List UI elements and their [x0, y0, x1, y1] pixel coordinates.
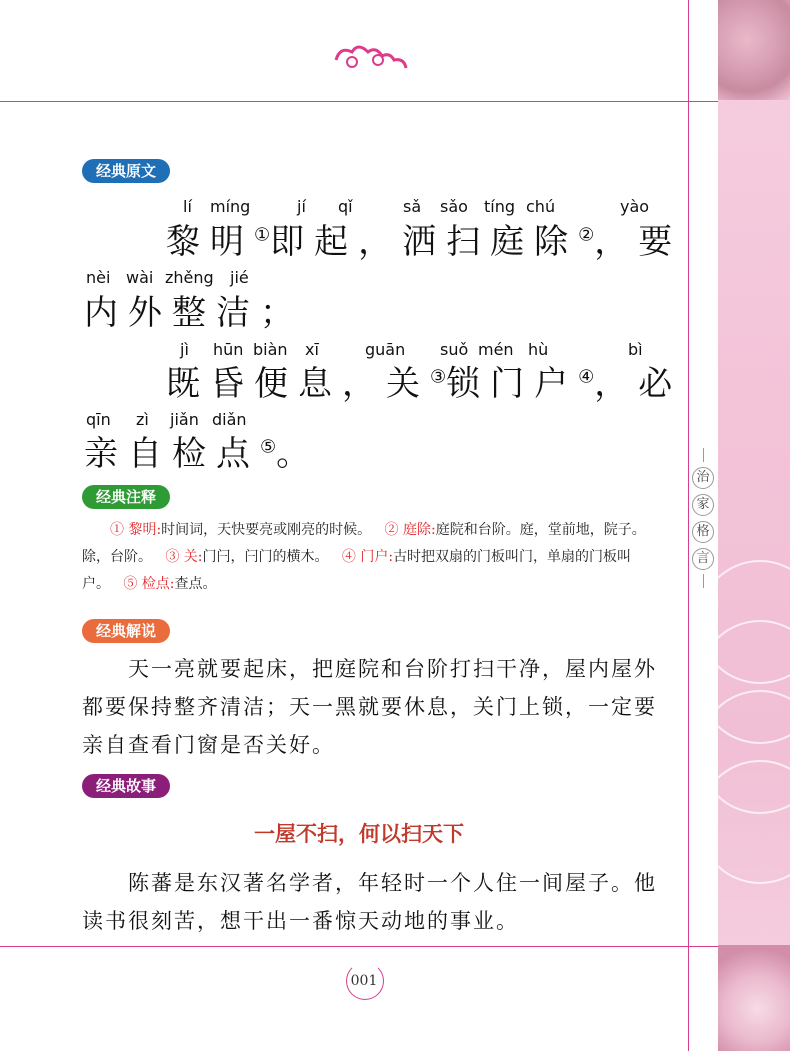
top-rule [0, 101, 718, 102]
original-line-4: 亲自检点⑤。 [84, 434, 321, 474]
flower-top-image [718, 0, 790, 100]
pinyin: hù [528, 340, 549, 359]
bottom-rule [0, 946, 718, 947]
section-label-story: 经典故事 [82, 774, 170, 798]
note-key: ④ 门户: [341, 549, 394, 565]
original-line-3: 既昏便息，关③锁门户④，必 [166, 364, 683, 404]
page-number: 001 [350, 973, 378, 989]
story-title: 一屋不扫，何以扫天下 [254, 821, 464, 846]
pinyin: zì [136, 410, 149, 429]
pinyin: lí [183, 197, 192, 216]
pinyin: diǎn [212, 410, 247, 429]
pinyin: yào [620, 197, 650, 216]
explanation-text: 天一亮就要起床，把庭院和台阶打扫干净，屋内屋外都要保持整齐清洁；天一黑就要休息，关门上锁，一定要亲自查看门窗是否关好。 [82, 657, 657, 757]
pinyin: jié [230, 268, 249, 287]
pinyin: qǐ [338, 197, 353, 216]
pinyin: nèi [86, 268, 111, 287]
section-label-original: 经典原文 [82, 159, 170, 183]
pinyin: biàn [253, 340, 288, 359]
pinyin: hūn [213, 340, 244, 359]
section-label-explanation: 经典解说 [82, 619, 170, 643]
pinyin: míng [210, 197, 251, 216]
pinyin: xī [305, 340, 319, 359]
pinyin: sǎ [403, 197, 422, 216]
pinyin: suǒ [440, 340, 469, 359]
note-key: ① 黎明: [110, 522, 162, 538]
pinyin: sǎo [440, 197, 468, 216]
flower-bottom-image [718, 945, 790, 1051]
pinyin: jì [180, 340, 189, 359]
side-title-char: 格 [692, 521, 714, 543]
side-title-char: 治 [692, 467, 714, 489]
notes-block: ① 黎明:时间词，天快要亮或刚亮的时候。 ② 庭除:庭院和台阶。庭，堂前地，院子。除，台阶。 ③ 关:门闩，闩门的横木。 ④ 门户:古时把双扇的门板叫门，单扇的门板叫户。 ⑤ 检点:查点。 [82, 522, 646, 592]
section-label-notes: 经典注释 [82, 485, 170, 509]
note-key: ③ 关: [165, 549, 203, 565]
side-book-title [691, 448, 715, 588]
pinyin: zhěng [165, 268, 214, 287]
pinyin: qīn [86, 410, 111, 429]
pinyin: guān [365, 340, 406, 359]
side-title-char: 家 [692, 494, 714, 516]
pinyin: chú [526, 197, 556, 216]
right-rule [688, 0, 689, 1051]
original-line-2: 内外整洁； [84, 293, 304, 333]
pinyin: jiǎn [170, 410, 199, 429]
note-key: ② 庭除: [384, 522, 436, 538]
side-decoration [718, 0, 790, 1051]
side-title-char: 言 [692, 548, 714, 570]
pinyin: jí [297, 197, 306, 216]
pinyin: tíng [484, 197, 516, 216]
pinyin: mén [478, 340, 514, 359]
pinyin: wài [126, 268, 154, 287]
original-line-1: 黎明①即起，洒扫庭除②，要 [166, 222, 683, 262]
pinyin: bì [628, 340, 643, 359]
story-text: 陈蕃是东汉著名学者，年轻时一个人住一间屋子。他读书很刻苦，想干出一番惊天动地的事业。 [82, 871, 657, 933]
cloud-ornament-icon [330, 40, 410, 76]
note-key: ⑤ 检点: [123, 576, 175, 592]
